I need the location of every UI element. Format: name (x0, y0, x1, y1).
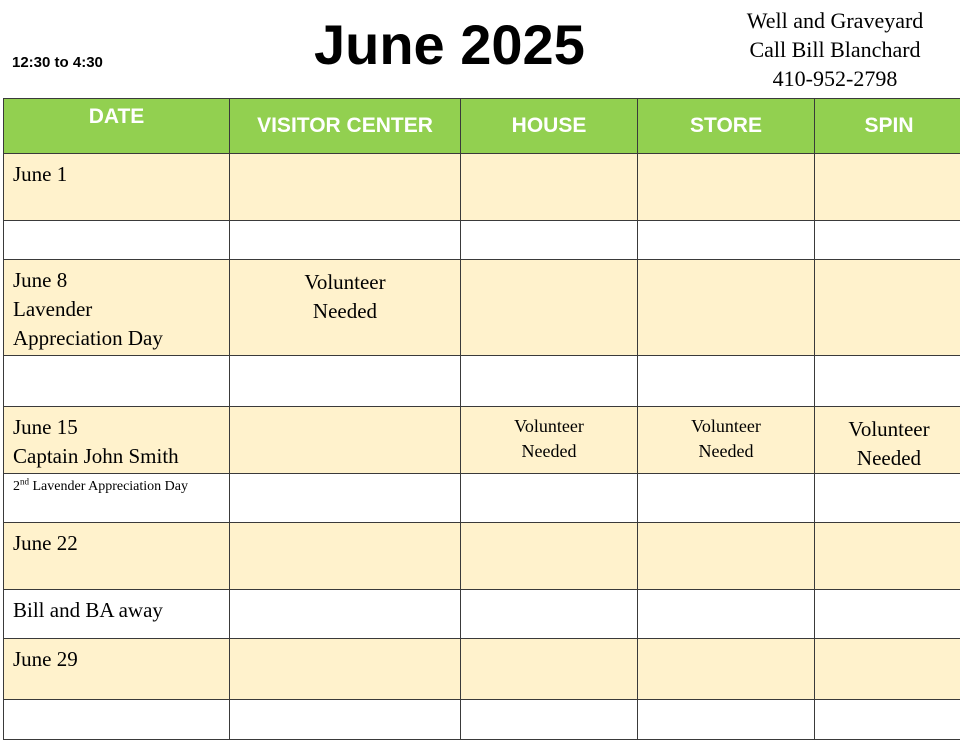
table-row (4, 639, 960, 700)
visitor-center-cell (230, 154, 461, 221)
ordinal-number: 2 (13, 479, 20, 494)
house-cell (461, 260, 638, 356)
date-line: June 8 (13, 266, 229, 295)
visitor-center-cell (230, 639, 461, 700)
note-line: Needed (230, 297, 460, 326)
note-line: Needed (461, 439, 637, 464)
column-header-house: HOUSE (461, 99, 638, 154)
house-cell (461, 356, 638, 407)
house-cell (461, 474, 638, 523)
event-name: Lavender Appreciation Day (29, 479, 188, 494)
date-line: Captain John Smith (13, 442, 229, 471)
note-line: Volunteer (815, 415, 960, 444)
store-cell (638, 260, 815, 356)
table-row (4, 260, 960, 356)
table-row (4, 474, 960, 523)
contact-line-phone: 410-952-2798 (720, 64, 950, 93)
date-line: Bill and BA away (13, 596, 229, 625)
store-cell (638, 356, 815, 407)
column-header-date: DATE (4, 99, 230, 154)
house-cell (461, 590, 638, 639)
store-cell (638, 590, 815, 639)
spin-cell (815, 474, 960, 523)
note-line: Volunteer (461, 414, 637, 439)
date-cell (4, 221, 230, 260)
visitor-center-cell (230, 474, 461, 523)
table-row (4, 154, 960, 221)
date-line: June 15 (13, 413, 229, 442)
date-cell (4, 356, 230, 407)
house-cell (461, 154, 638, 221)
spin-cell (815, 407, 960, 474)
table-row (4, 523, 960, 590)
store-cell (638, 639, 815, 700)
spin-cell (815, 639, 960, 700)
volunteer-needed-note (230, 260, 460, 326)
visitor-center-cell (230, 523, 461, 590)
date-cell (4, 407, 230, 474)
house-cell (461, 639, 638, 700)
date-cell (4, 260, 230, 356)
spin-cell (815, 590, 960, 639)
note-line: Needed (815, 444, 960, 473)
date-line: June 22 (13, 529, 229, 558)
date-cell (4, 474, 230, 523)
table-row (4, 221, 960, 260)
table-row (4, 407, 960, 474)
date-line (4, 474, 229, 496)
table-header-row (4, 99, 960, 154)
column-header-store: STORE (638, 99, 815, 154)
time-range: 12:30 to 4:30 (12, 54, 103, 71)
volunteer-needed-note (638, 407, 814, 464)
spin-cell (815, 154, 960, 221)
visitor-center-cell (230, 221, 461, 260)
spin-cell (815, 356, 960, 407)
house-cell (461, 407, 638, 474)
store-cell (638, 407, 815, 474)
contact-info (720, 6, 950, 93)
date-cell (4, 523, 230, 590)
date-line: June 29 (13, 645, 229, 674)
visitor-center-cell (230, 590, 461, 639)
date-cell (4, 154, 230, 221)
note-line: Volunteer (638, 414, 814, 439)
house-cell (461, 221, 638, 260)
contact-line-name: Call Bill Blanchard (720, 35, 950, 64)
visitor-center-cell (230, 407, 461, 474)
contact-line-location: Well and Graveyard (720, 6, 950, 35)
visitor-center-cell (230, 356, 461, 407)
house-cell (461, 523, 638, 590)
store-cell (638, 523, 815, 590)
date-cell (4, 590, 230, 639)
column-header-spin: SPIN (815, 99, 960, 154)
page-title: June 2025 (314, 10, 585, 80)
date-cell (4, 639, 230, 700)
spin-cell (815, 221, 960, 260)
store-cell (638, 154, 815, 221)
volunteer-needed-note (815, 407, 960, 473)
table-row (4, 590, 960, 639)
visitor-center-cell (230, 260, 461, 356)
store-cell (638, 221, 815, 260)
note-line: Volunteer (230, 268, 460, 297)
column-header-visitor-center: VISITOR CENTER (230, 99, 461, 154)
ordinal-suffix: nd (20, 476, 29, 486)
note-line: Needed (638, 439, 814, 464)
spin-cell (815, 260, 960, 356)
date-line: Appreciation Day (13, 324, 229, 353)
date-line: Lavender (13, 295, 229, 324)
table-row (4, 356, 960, 407)
store-cell (638, 474, 815, 523)
volunteer-needed-note (461, 407, 637, 464)
spin-cell (815, 523, 960, 590)
date-line: June 1 (13, 160, 229, 189)
schedule-table (3, 98, 960, 740)
